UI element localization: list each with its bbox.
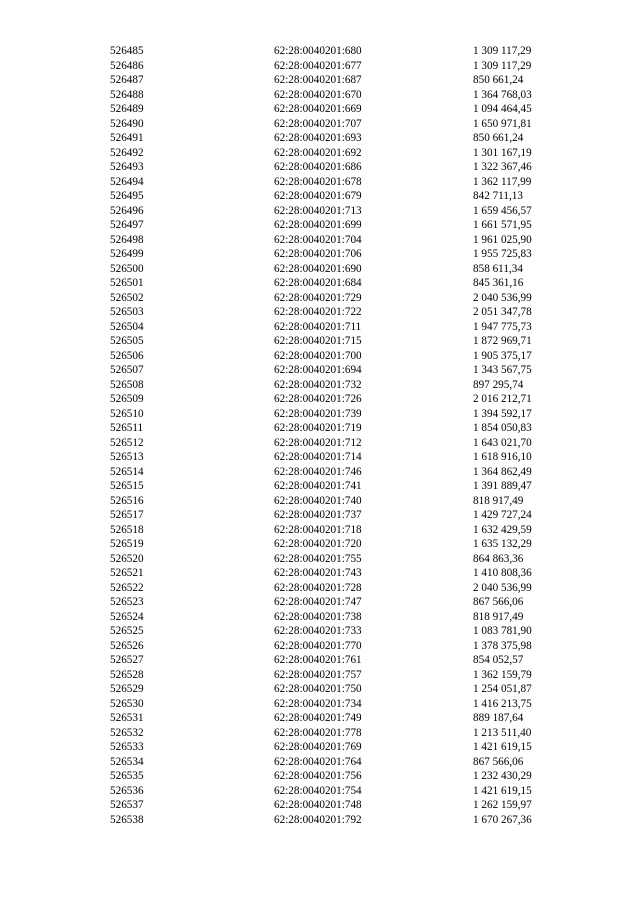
table-row: [0, 117, 640, 132]
row-number: 526537: [110, 799, 144, 811]
row-number: 526509: [110, 393, 144, 405]
cadastral-value: 1 378 375,98: [473, 639, 532, 652]
cadastral-value: 2 040 536,99: [473, 291, 532, 304]
cadastral-value: 2 051 347,78: [473, 306, 532, 318]
cadastral-number: 62:28:0040201:738: [274, 610, 362, 623]
row-number: 526534: [110, 755, 144, 768]
cadastral-value: 842 711,13: [473, 190, 523, 202]
row-number: 526506: [110, 349, 144, 362]
row-number: 526500: [110, 262, 144, 275]
table-row: [0, 436, 640, 451]
table-row: [0, 73, 640, 88]
cadastral-value: 1 301 167,19: [473, 146, 532, 159]
table-row: [0, 204, 640, 219]
cadastral-value: 1 309 117,29: [473, 45, 532, 57]
cadastral-number: 62:28:0040201:679: [274, 190, 362, 202]
cadastral-number: 62:28:0040201:687: [274, 74, 362, 86]
row-number: 526497: [110, 219, 144, 231]
cadastral-number: 62:28:0040201:739: [274, 407, 362, 420]
row-number: 526504: [110, 320, 144, 333]
table-row: [0, 218, 640, 233]
cadastral-number: 62:28:0040201:680: [274, 45, 362, 57]
cadastral-number: 62:28:0040201:734: [274, 697, 362, 710]
table-row: [0, 450, 640, 465]
cadastral-value: 1 322 367,46: [473, 161, 532, 173]
cadastral-value: 818 917,49: [473, 494, 524, 507]
row-number: 526503: [110, 306, 144, 318]
cadastral-number: 62:28:0040201:699: [274, 219, 362, 231]
table-row: [0, 494, 640, 509]
table-row: [0, 581, 640, 596]
cadastral-number: 62:28:0040201:686: [274, 161, 362, 173]
cadastral-number: 62:28:0040201:743: [274, 567, 362, 579]
cadastral-value: 2 040 536,99: [473, 581, 532, 594]
row-number: 526487: [110, 74, 144, 86]
table-row: [0, 682, 640, 697]
cadastral-number: 62:28:0040201:678: [274, 175, 362, 188]
cadastral-number: 62:28:0040201:712: [274, 436, 362, 449]
row-number: 526522: [110, 581, 144, 594]
cadastral-number: 62:28:0040201:756: [274, 770, 362, 782]
table-row: [0, 726, 640, 741]
table-row: [0, 595, 640, 610]
table-row: [0, 813, 640, 828]
cadastral-number: 62:28:0040201:764: [274, 755, 362, 768]
table-row: [0, 276, 640, 291]
cadastral-number: 62:28:0040201:670: [274, 88, 362, 101]
table-row: [0, 610, 640, 625]
cadastral-number: 62:28:0040201:707: [274, 117, 362, 130]
cadastral-value: 1 083 781,90: [473, 625, 532, 637]
cadastral-value: 1 309 117,29: [473, 59, 532, 72]
cadastral-value: 1 650 971,81: [473, 117, 532, 130]
cadastral-value: 850 661,24: [473, 132, 524, 144]
table-row: [0, 305, 640, 320]
cadastral-number: 62:28:0040201:715: [274, 335, 362, 347]
row-number: 526495: [110, 190, 144, 202]
cadastral-value: 889 187,64: [473, 712, 524, 724]
cadastral-value: 845 361,16: [473, 277, 524, 289]
cadastral-number: 62:28:0040201:706: [274, 248, 362, 260]
table-row: [0, 639, 640, 654]
table-row: [0, 740, 640, 755]
table-row: [0, 334, 640, 349]
cadastral-number: 62:28:0040201:694: [274, 364, 362, 376]
cadastral-value: 1 254 051,87: [473, 683, 532, 695]
cadastral-value: 1 262 159,97: [473, 799, 532, 811]
table-row: [0, 624, 640, 639]
table-row: [0, 146, 640, 161]
cadastral-value: 1 416 213,75: [473, 697, 532, 710]
cadastral-number: 62:28:0040201:722: [274, 306, 362, 318]
cadastral-value: 858 611,34: [473, 262, 523, 275]
cadastral-value: 1 410 808,36: [473, 567, 532, 579]
cadastral-value: 1 961 025,90: [473, 233, 532, 246]
cadastral-value: 1 213 511,40: [473, 726, 532, 739]
data-table: [0, 44, 640, 827]
row-number: 526496: [110, 204, 144, 217]
cadastral-value: 1 659 456,57: [473, 204, 532, 217]
cadastral-number: 62:28:0040201:741: [274, 480, 362, 492]
cadastral-number: 62:28:0040201:747: [274, 596, 362, 608]
cadastral-value: 850 661,24: [473, 74, 524, 86]
row-number: 526527: [110, 654, 144, 666]
table-row: [0, 262, 640, 277]
row-number: 526532: [110, 726, 144, 739]
row-number: 526511: [110, 422, 144, 434]
cadastral-value: 867 566,06: [473, 596, 524, 608]
table-row: [0, 59, 640, 74]
row-number: 526491: [110, 132, 144, 144]
table-row: [0, 349, 640, 364]
table-row: [0, 378, 640, 393]
cadastral-number: 62:28:0040201:720: [274, 538, 362, 550]
row-number: 526520: [110, 552, 144, 565]
table-row: [0, 44, 640, 59]
table-row: [0, 523, 640, 538]
table-row: [0, 697, 640, 712]
cadastral-value: 1 670 267,36: [473, 813, 532, 826]
cadastral-number: 62:28:0040201:714: [274, 451, 362, 463]
row-number: 526508: [110, 378, 144, 391]
table-row: [0, 189, 640, 204]
row-number: 526525: [110, 625, 144, 637]
row-number: 526499: [110, 248, 144, 260]
cadastral-number: 62:28:0040201:755: [274, 552, 362, 565]
cadastral-number: 62:28:0040201:726: [274, 393, 362, 405]
cadastral-value: 1 094 464,45: [473, 103, 532, 115]
cadastral-value: 1 232 430,29: [473, 770, 532, 782]
row-number: 526512: [110, 436, 144, 449]
cadastral-value: 1 364 768,03: [473, 88, 532, 101]
row-number: 526492: [110, 146, 144, 159]
cadastral-value: 1 618 916,10: [473, 451, 532, 463]
row-number: 526518: [110, 523, 144, 536]
cadastral-number: 62:28:0040201:718: [274, 523, 362, 536]
table-row: [0, 711, 640, 726]
table-row: [0, 175, 640, 190]
row-number: 526514: [110, 465, 144, 478]
row-number: 526526: [110, 639, 144, 652]
table-row: [0, 769, 640, 784]
cadastral-value: 1 362 159,79: [473, 668, 532, 681]
cadastral-value: 1 905 375,17: [473, 349, 532, 362]
cadastral-number: 62:28:0040201:748: [274, 799, 362, 811]
cadastral-number: 62:28:0040201:711: [274, 320, 362, 333]
table-row: [0, 465, 640, 480]
cadastral-number: 62:28:0040201:690: [274, 262, 362, 275]
cadastral-value: 1 955 725,83: [473, 248, 532, 260]
table-row: [0, 131, 640, 146]
cadastral-number: 62:28:0040201:713: [274, 204, 362, 217]
row-number: 526486: [110, 59, 144, 72]
cadastral-value: 818 917,49: [473, 610, 524, 623]
table-row: [0, 537, 640, 552]
row-number: 526531: [110, 712, 144, 724]
cadastral-value: 1 343 567,75: [473, 364, 532, 376]
row-number: 526517: [110, 509, 144, 521]
row-number: 526536: [110, 784, 144, 797]
table-row: [0, 392, 640, 407]
cadastral-number: 62:28:0040201:733: [274, 625, 362, 637]
cadastral-number: 62:28:0040201:761: [274, 654, 362, 666]
cadastral-value: 854 052,57: [473, 654, 524, 666]
table-row: [0, 784, 640, 799]
cadastral-number: 62:28:0040201:669: [274, 103, 362, 115]
row-number: 526502: [110, 291, 144, 304]
cadastral-number: 62:28:0040201:693: [274, 132, 362, 144]
cadastral-value: 1 364 862,49: [473, 465, 532, 478]
table-row: [0, 668, 640, 683]
row-number: 526505: [110, 335, 144, 347]
cadastral-number: 62:28:0040201:728: [274, 581, 362, 594]
row-number: 526530: [110, 697, 144, 710]
cadastral-value: 1 394 592,17: [473, 407, 532, 420]
cadastral-value: 1 854 050,83: [473, 422, 532, 434]
row-number: 526519: [110, 538, 144, 550]
cadastral-number: 62:28:0040201:732: [274, 378, 362, 391]
cadastral-number: 62:28:0040201:750: [274, 683, 362, 695]
table-row: [0, 233, 640, 248]
row-number: 526515: [110, 480, 144, 492]
cadastral-number: 62:28:0040201:700: [274, 349, 362, 362]
row-number: 526489: [110, 103, 144, 115]
cadastral-number: 62:28:0040201:729: [274, 291, 362, 304]
cadastral-number: 62:28:0040201:754: [274, 784, 362, 797]
row-number: 526533: [110, 741, 144, 753]
cadastral-value: 1 643 021,70: [473, 436, 532, 449]
row-number: 526523: [110, 596, 144, 608]
row-number: 526490: [110, 117, 144, 130]
cadastral-number: 62:28:0040201:757: [274, 668, 362, 681]
table-row: [0, 363, 640, 378]
row-number: 526516: [110, 494, 144, 507]
row-number: 526488: [110, 88, 144, 101]
cadastral-number: 62:28:0040201:692: [274, 146, 362, 159]
row-number: 526507: [110, 364, 144, 376]
cadastral-value: 1 947 775,73: [473, 320, 532, 333]
cadastral-number: 62:28:0040201:704: [274, 233, 362, 246]
row-number: 526529: [110, 683, 144, 695]
cadastral-number: 62:28:0040201:746: [274, 465, 362, 478]
table-row: [0, 247, 640, 262]
table-row: [0, 552, 640, 567]
row-number: 526538: [110, 813, 144, 826]
cadastral-number: 62:28:0040201:719: [274, 422, 362, 434]
table-row: [0, 653, 640, 668]
cadastral-value: 864 863,36: [473, 552, 524, 565]
cadastral-value: 1 391 889,47: [473, 480, 532, 492]
row-number: 526498: [110, 233, 144, 246]
table-row: [0, 421, 640, 436]
row-number: 526513: [110, 451, 144, 463]
table-row: [0, 291, 640, 306]
row-number: 526528: [110, 668, 144, 681]
row-number: 526521: [110, 567, 144, 579]
table-row: [0, 566, 640, 581]
table-row: [0, 320, 640, 335]
cadastral-number: 62:28:0040201:684: [274, 277, 362, 289]
table-row: [0, 755, 640, 770]
row-number: 526524: [110, 610, 144, 623]
table-row: [0, 102, 640, 117]
cadastral-number: 62:28:0040201:778: [274, 726, 362, 739]
row-number: 526485: [110, 45, 144, 57]
cadastral-value: 867 566,06: [473, 755, 524, 768]
table-row: [0, 798, 640, 813]
cadastral-value: 1 362 117,99: [473, 175, 532, 188]
row-number: 526494: [110, 175, 144, 188]
cadastral-value: 2 016 212,71: [473, 393, 532, 405]
cadastral-number: 62:28:0040201:770: [274, 639, 362, 652]
cadastral-value: 1 421 619,15: [473, 784, 532, 797]
table-row: [0, 479, 640, 494]
row-number: 526510: [110, 407, 144, 420]
cadastral-number: 62:28:0040201:740: [274, 494, 362, 507]
cadastral-number: 62:28:0040201:792: [274, 813, 362, 826]
cadastral-value: 1 872 969,71: [473, 335, 532, 347]
row-number: 526493: [110, 161, 144, 173]
row-number: 526535: [110, 770, 144, 782]
table-row: [0, 407, 640, 422]
table-row: [0, 508, 640, 523]
cadastral-value: 1 429 727,24: [473, 509, 532, 521]
table-row: [0, 160, 640, 175]
table-row: [0, 88, 640, 103]
cadastral-value: 1 635 132,29: [473, 538, 532, 550]
cadastral-number: 62:28:0040201:737: [274, 509, 362, 521]
cadastral-value: 1 421 619,15: [473, 741, 532, 753]
cadastral-number: 62:28:0040201:749: [274, 712, 362, 724]
cadastral-number: 62:28:0040201:677: [274, 59, 362, 72]
cadastral-value: 1 661 571,95: [473, 219, 532, 231]
row-number: 526501: [110, 277, 144, 289]
cadastral-value: 1 632 429,59: [473, 523, 532, 536]
cadastral-number: 62:28:0040201:769: [274, 741, 362, 753]
cadastral-value: 897 295,74: [473, 378, 524, 391]
